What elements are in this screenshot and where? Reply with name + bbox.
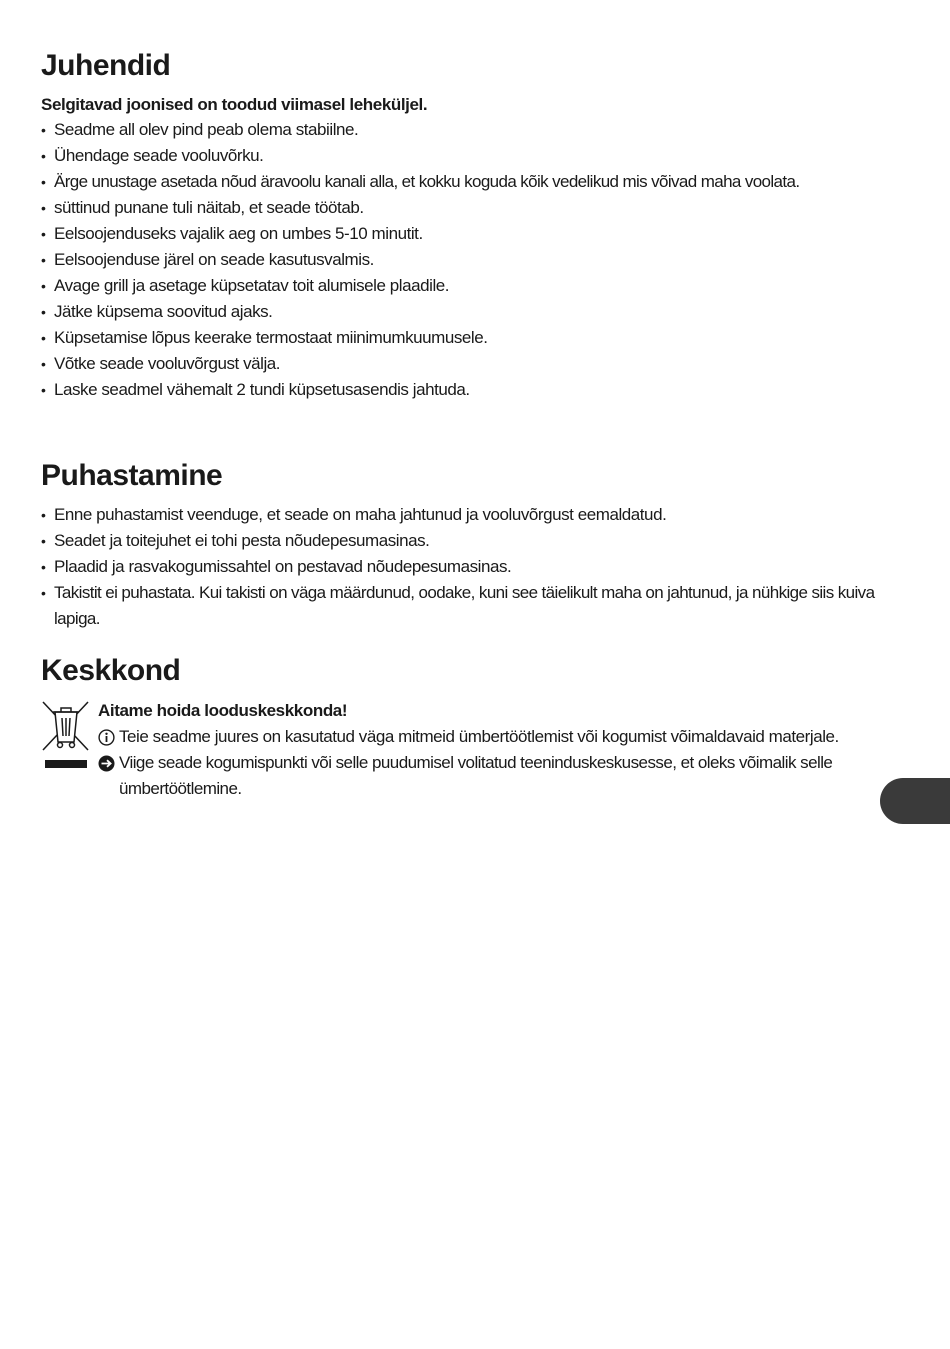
list-item: • Seadme all olev pind peab olema stabiilne. [41, 120, 359, 139]
list-item: • Ühendage seade vooluvõrku. [41, 146, 264, 165]
list-item: • Ärge unustage asetada nõud äravoolu kanali alla, et kokku koguda kõik vedelikud mis võivad maha voolata. [41, 172, 800, 191]
environment-text [98, 698, 910, 802]
section-title-keskkond: Keskkond [41, 654, 181, 687]
section-title-juhendid: Juhendid [41, 49, 171, 82]
list-item: • Eelsoojenduseks vajalik aeg on umbes 5-10 minutit. [41, 224, 423, 243]
list-item: • Plaadid ja rasvakogumissahtel on pestavad nõudepesumasinas. [41, 557, 512, 576]
arrow-right-circle-icon [98, 755, 115, 772]
info-line [98, 724, 910, 750]
list-item: • süttinud punane tuli näitab, et seade töötab. [41, 198, 364, 217]
list-item: • Seadet ja toitejuhet ei tohi pesta nõudepesumasinas. [41, 531, 430, 550]
list-item: • Võtke seade vooluvõrgust välja. [41, 354, 281, 373]
list-item: • Laske seadmel vähemalt 2 tundi küpsetusasendis jahtuda. [41, 380, 470, 399]
list-item: • Eelsoojenduse järel on seade kasutusvalmis. [41, 250, 374, 269]
cleaning-list [41, 502, 911, 632]
crossed-out-wheelie-bin-icon [41, 700, 91, 770]
list-item: • Avage grill ja asetage küpsetatav toit alumisele plaadile. [41, 276, 450, 295]
list-item: • Enne puhastamist veenduge, et seade on maha jahtunud ja vooluvõrgust eemaldatud. [41, 505, 667, 524]
environment-title: Aitame hoida looduskeskkonda! [98, 701, 348, 720]
action-line [98, 750, 910, 802]
info-text: Teie seadme juures on kasutatud väga mitmeid ümbertöötlemist või kogumist võimaldavaid materjale. [119, 727, 839, 746]
list-item: • Küpsetamise lõpus keerake termostaat miinimumkuumusele. [41, 328, 488, 347]
info-circle-icon [98, 729, 115, 746]
list-item: • Takistit ei puhastata. Kui takisti on väga määrdunud, oodake, kuni see täielikult maha on jahtunud, ja nühkige siis kuiva lapiga. [41, 583, 875, 628]
language-tab-marker [880, 778, 950, 824]
intro-text: Selgitavad joonised on toodud viimasel leheküljel. [41, 95, 428, 114]
section-title-puhastamine: Puhastamine [41, 459, 223, 492]
action-text: Viige seade kogumispunkti või selle puudumisel volitatud teeninduskeskusesse, et oleks võimalik selle ümbertöötlemine. [119, 753, 833, 798]
instructions-list [41, 117, 911, 403]
list-item: • Jätke küpsema soovitud ajaks. [41, 302, 273, 321]
